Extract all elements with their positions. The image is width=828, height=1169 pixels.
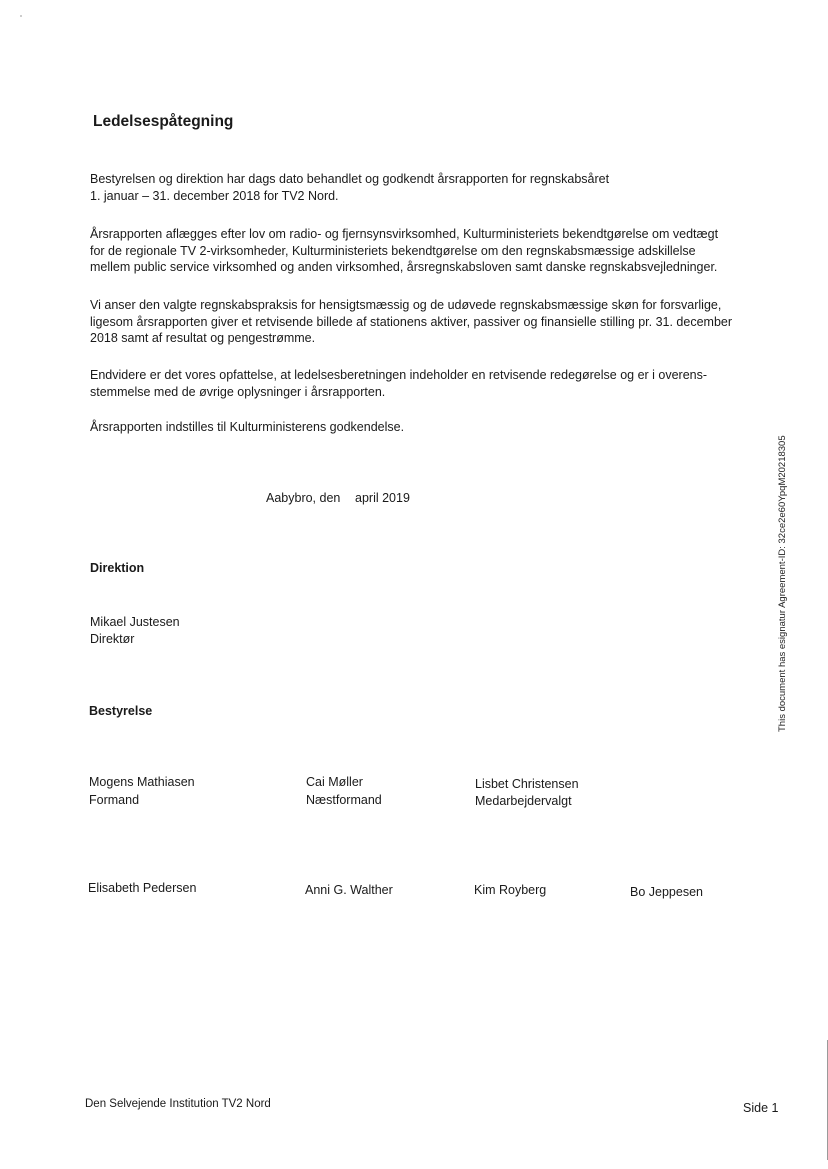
signatory-name: Kim Royberg [474, 883, 547, 897]
direktion-heading: Direktion [90, 561, 145, 575]
place-label: Aabybro, den [266, 491, 341, 505]
signatory-role: Medarbejdervalgt [475, 794, 572, 808]
signatory-name: Mogens Mathiasen [89, 775, 195, 789]
signatory-role: Direktør [90, 632, 135, 646]
signatory-name: Lisbet Christensen [475, 777, 579, 791]
bestyrelse-heading: Bestyrelse [89, 704, 153, 718]
paragraph-legal-basis [90, 226, 740, 276]
signatory-name: Cai Møller [306, 775, 363, 789]
text-line: Årsrapporten indstilles til Kulturministerens godkendelse. [90, 420, 405, 434]
scan-speck [20, 15, 22, 17]
paragraph-management-report [90, 367, 740, 400]
text-line: Vi anser den valgte regnskabspraksis for hensigtsmæssig og de udøvede regnskabsmæssige skøn for forsvarlige, [90, 298, 722, 312]
signatory-name: Bo Jeppesen [630, 885, 703, 899]
text-line: 2018 samt af resultat og pengestrømme. [90, 331, 316, 345]
signatory-role: Næstformand [306, 793, 382, 807]
paragraph-approval [90, 171, 740, 204]
page-title: Ledelsespåtegning [93, 113, 234, 130]
signatory-name: Elisabeth Pedersen [88, 881, 197, 895]
text-line: Endvidere er det vores opfattelse, at ledelsesberetningen indeholder en retvisende redegørelse og er i overens- [90, 368, 708, 382]
signatory-role: Formand [89, 793, 140, 807]
text-line: 1. januar – 31. december 2018 for TV2 Nord. [90, 188, 339, 203]
date-label: april 2019 [355, 491, 410, 505]
esignatur-agreement-id: This document has esignatur Agreement-ID: 32ce2e60YpqM20218305 [777, 435, 788, 732]
footer-left: Den Selvejende Institution TV2 Nord [85, 1098, 271, 1110]
signatory-name: Anni G. Walther [305, 883, 393, 897]
text-line: ligesom årsrapporten giver et retvisende billede af stationens aktiver, passiver og finansielle stilling pr. 31. december [90, 314, 733, 329]
footer-page-number: Side 1 [743, 1101, 779, 1115]
text-line: for de regionale TV 2-virksomheder, Kulturministeriets bekendtgørelse om den regnskabsmæssige adskillelse [90, 243, 696, 258]
paragraph-recommendation [90, 419, 740, 436]
paragraph-accounting-policy [90, 297, 740, 347]
signatory-name: Mikael Justesen [90, 615, 180, 629]
text-line: stemmelse med de øvrige oplysninger i årsrapporten. [90, 384, 386, 399]
text-line: Bestyrelsen og direktion har dags dato behandlet og godkendt årsrapporten for regnskabsåret [90, 172, 610, 186]
text-line: mellem public service virksomhed og anden virksomhed, årsregnskabsloven samt danske regnskabsvejledninger. [90, 260, 718, 274]
text-line: Årsrapporten aflægges efter lov om radio- og fjernsynsvirksomhed, Kulturministeriets bekendtgørelse om vedtægt [90, 227, 719, 241]
